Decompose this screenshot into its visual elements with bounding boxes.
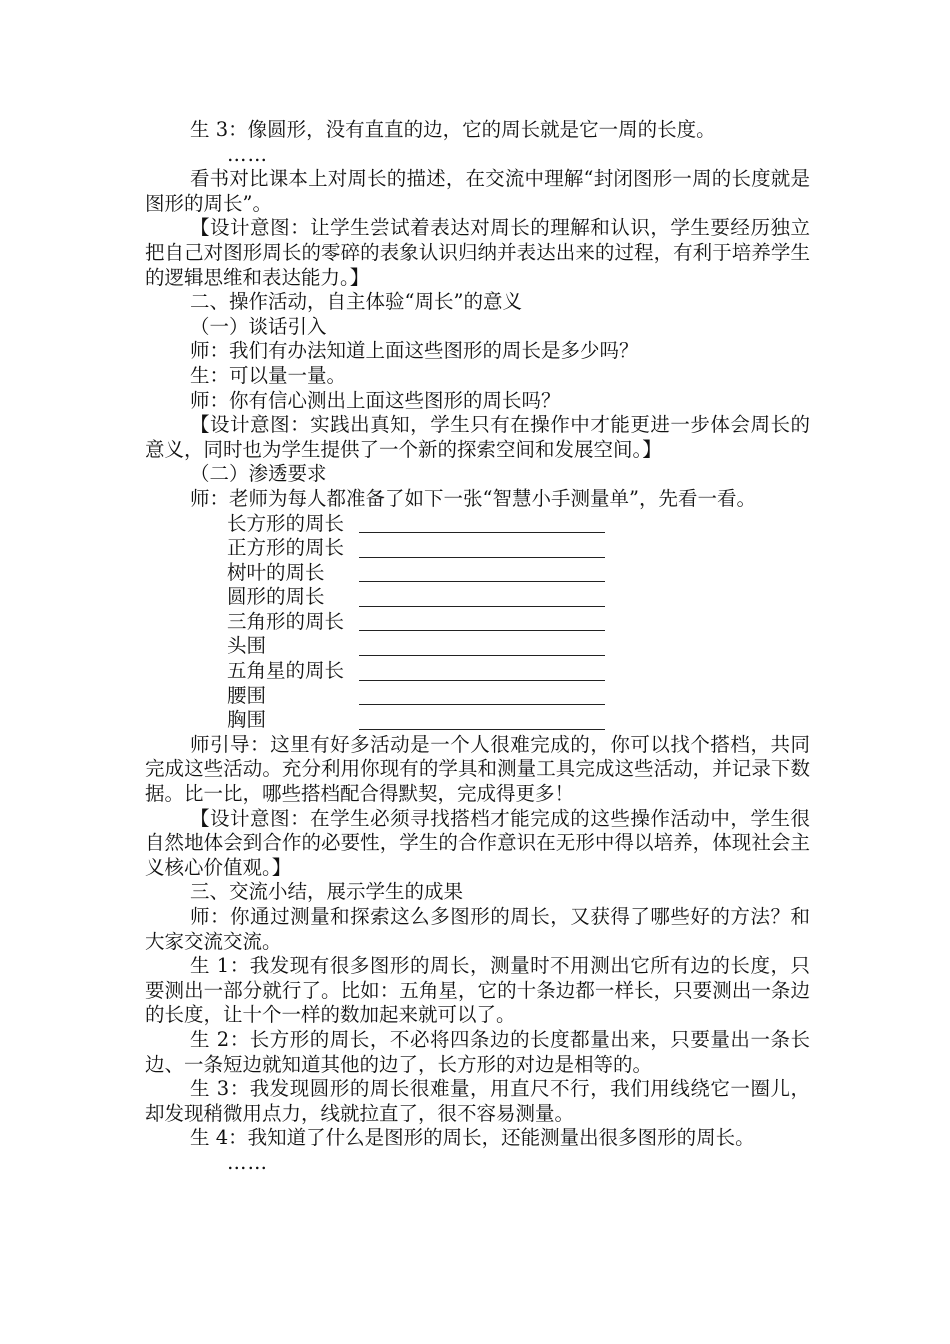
sheet-row — [227, 536, 810, 561]
sheet-row — [227, 684, 810, 709]
sheet-row — [227, 659, 810, 684]
design-intent-2: 【设计意图：实践出真知，学生只有在操作中才能更进一步体会周长的意义，同时也为学生提供了一个新的探索空间和发展空间。】 — [145, 413, 810, 461]
subsection-1-heading: （一）谈话引入 — [190, 314, 327, 338]
teacher-question-3: 师：你通过测量和探索这么多图形的周长，又获得了哪些好的方法？和大家交流交流。 — [145, 905, 810, 953]
teacher-question-1: 师：我们有办法知道上面这些图形的周长是多少吗？ — [190, 339, 639, 363]
sheet-row — [227, 585, 810, 610]
sheet-label: 五角星的周长 — [227, 659, 345, 683]
ellipsis: …… — [227, 142, 268, 166]
teacher-instruction: 师：老师为每人都准备了如下一张“智慧小手测量单”，先看一看。 — [190, 486, 756, 510]
sheet-label: 正方形的周长 — [227, 536, 345, 560]
teacher-question-2: 师：你有信心测出上面这些图形的周长吗？ — [190, 388, 561, 412]
sheet-label: 头围 — [227, 634, 267, 658]
document-page — [145, 118, 810, 1176]
sheet-row — [227, 512, 810, 537]
blank-line — [359, 515, 605, 533]
student-2-answer: 生 2：长方形的周长，不必将四条边的长度都量出来，只要量出一条长边、一条短边就知道其他的边了，长方形的对边是相等的。 — [145, 1027, 810, 1076]
blank-line — [359, 589, 605, 607]
ellipsis: …… — [227, 1150, 268, 1174]
design-intent-1: 【设计意图：让学生尝试着表达对周长的理解和认识，学生要经历独立把自己对图形周长的零碎的表象认识归纳并表达出来的过程，有利于培养学生的逻辑思维和表达能力。】 — [145, 216, 810, 289]
blank-line — [359, 687, 605, 705]
student-1-answer: 生 1：我发现有很多图形的周长，测量时不用测出它所有边的长度，只要测出一部分就行了。比如：五角星，它的十条边都一样长，只要测出一条边的长度，让十个一样的数加起来就可以了。 — [145, 954, 810, 1027]
sheet-row — [227, 561, 810, 586]
blank-line — [359, 663, 605, 681]
subsection-2-heading: （二）渗透要求 — [190, 462, 327, 486]
sheet-row — [227, 634, 810, 659]
sheet-label: 胸围 — [227, 708, 267, 732]
blank-line — [359, 638, 605, 656]
blank-line — [359, 712, 605, 730]
blank-line — [359, 564, 605, 582]
student-3-answer-b: 生 3：我发现圆形的周长很难量，用直尺不行，我们用线绕它一圈儿，却发现稍微用点力，线就拉直了，很不容易测量。 — [145, 1077, 810, 1125]
sheet-label: 三角形的周长 — [227, 609, 345, 633]
section-3-heading: 三、交流小结，展示学生的成果 — [190, 880, 464, 904]
blank-line — [359, 613, 605, 631]
sheet-label: 长方形的周长 — [227, 511, 345, 535]
student-answer-1: 生：可以量一量。 — [190, 363, 347, 387]
reading-paragraph: 看书对比课本上对周长的描述，在交流中理解“封闭图形一周的长度就是图形的周长”。 — [145, 167, 810, 215]
blank-line — [359, 540, 605, 558]
sheet-row — [227, 610, 810, 635]
student-4-answer: 生 4：我知道了什么是图形的周长，还能测量出很多图形的周长。 — [190, 1126, 755, 1150]
student-3-answer: 生 3：像圆形，没有直直的边，它的周长就是它一周的长度。 — [190, 118, 716, 141]
section-2-heading: 二、操作活动，自主体验“周长”的意义 — [190, 290, 522, 314]
measurement-sheet — [227, 512, 810, 733]
sheet-label: 树叶的周长 — [227, 560, 325, 584]
sheet-label: 腰围 — [227, 683, 267, 707]
sheet-row — [227, 708, 810, 733]
sheet-label: 圆形的周长 — [227, 585, 325, 609]
teacher-guidance: 师引导：这里有好多活动是一个人很难完成的，你可以找个搭档，共同完成这些活动。充分利用你现有的学具和测量工具完成这些活动，并记录下数据。比一比，哪些搭档配合得默契，完成得更多！ — [145, 732, 810, 806]
design-intent-3: 【设计意图：在学生必须寻找搭档才能完成的这些操作活动中，学生很自然地体会到合作的必要性，学生的合作意识在无形中得以培养，体现社会主义核心价值观。】 — [145, 806, 810, 879]
